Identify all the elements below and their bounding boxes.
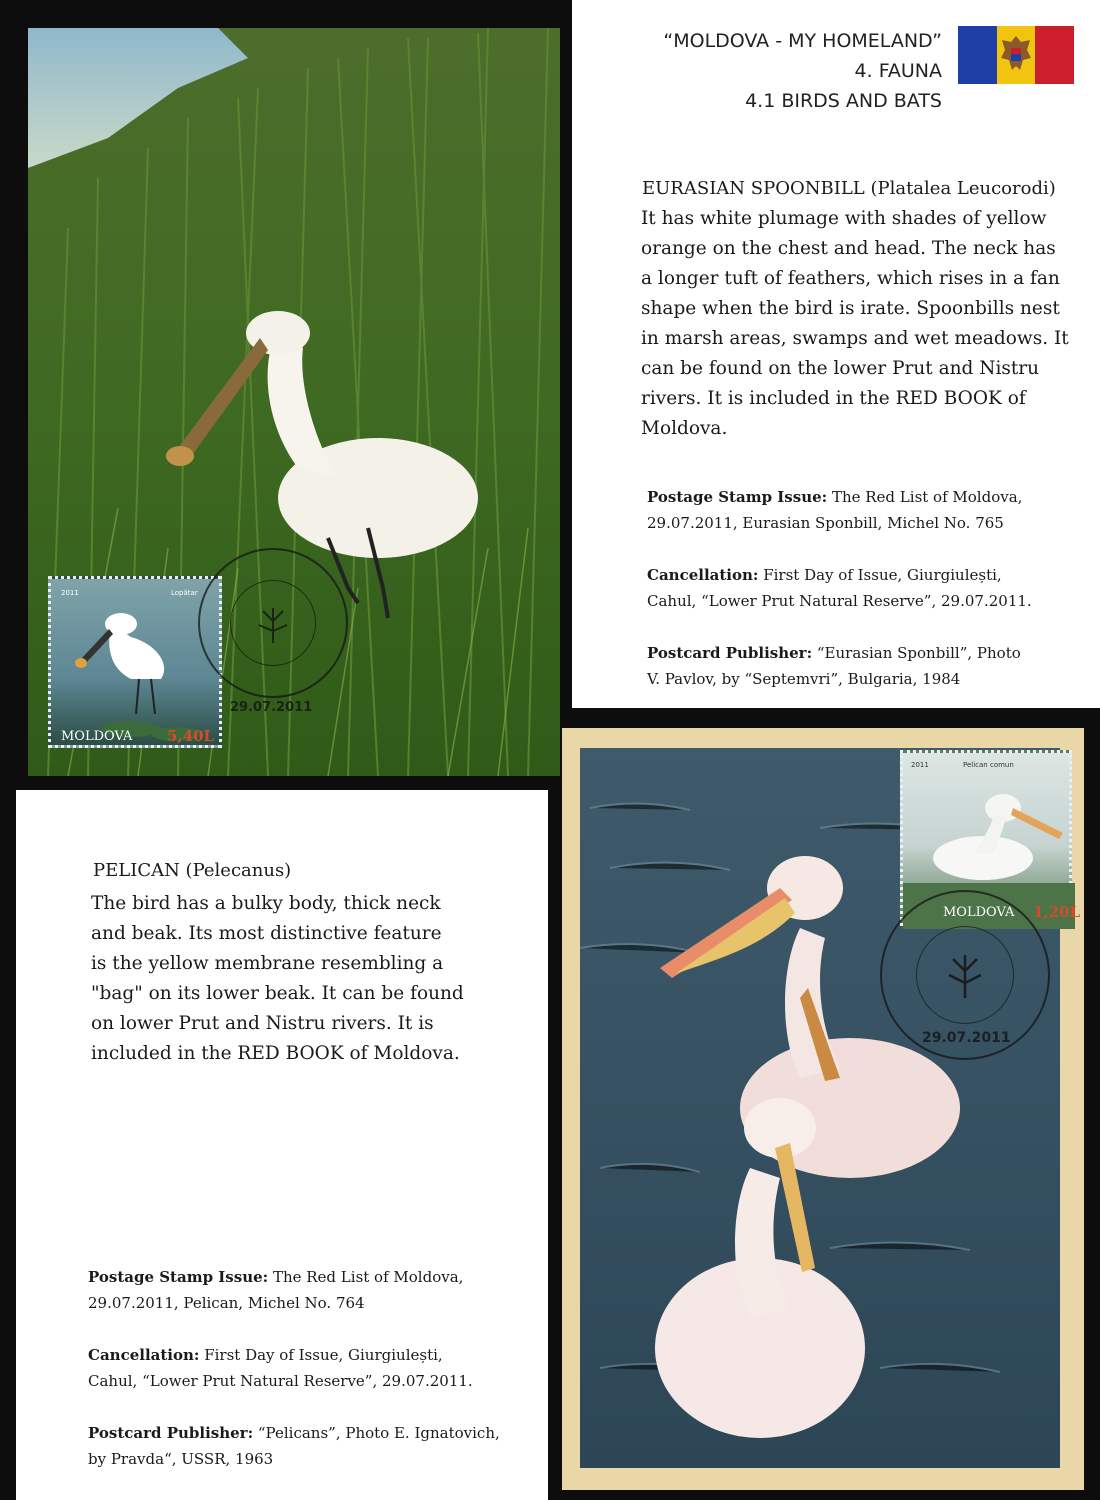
stamp-issue-value-2: 29.07.2011, Pelican, Michel No. 764 bbox=[88, 1294, 365, 1312]
publisher-value: “Pelicans”, Photo E. Ignatovich, bbox=[253, 1424, 500, 1442]
pelican-postcard bbox=[562, 728, 1084, 1490]
spoonbill-description bbox=[641, 204, 1081, 444]
stamp-year: 2011 bbox=[61, 589, 79, 597]
spoonbill-species-title: EURASIAN SPOONBILL (Platalea Leucorodi) bbox=[642, 178, 1056, 199]
description-line: It has white plumage with shades of yellow bbox=[641, 208, 1047, 229]
description-line: in marsh areas, swamps and wet meadows. It bbox=[641, 328, 1069, 349]
reed-emblem-icon bbox=[243, 593, 303, 653]
stamp-species-label: Pelican comun bbox=[963, 761, 1014, 769]
pelican-publisher bbox=[88, 1420, 528, 1472]
description-line: and beak. Its most distinctive feature bbox=[91, 923, 442, 944]
pelican-description bbox=[91, 889, 531, 1069]
section-title: 4. FAUNA bbox=[854, 60, 942, 82]
description-line: shape when the bird is irate. Spoonbills nest bbox=[641, 298, 1060, 319]
description-line: included in the RED BOOK of Moldova. bbox=[91, 1043, 460, 1064]
spoonbill-cancellation bbox=[647, 562, 1087, 614]
description-line: Moldova. bbox=[641, 418, 728, 439]
stamp-issue-value: The Red List of Moldova, bbox=[268, 1268, 464, 1286]
cancellation-value-2: Cahul, “Lower Prut Natural Reserve”, 29.07.2011. bbox=[647, 592, 1032, 610]
description-line: can be found on the lower Prut and Nistru bbox=[641, 358, 1040, 379]
publisher-label: Postcard Publisher: bbox=[647, 644, 813, 662]
pelican-species-title: PELICAN (Pelecanus) bbox=[93, 860, 292, 881]
description-line: The bird has a bulky body, thick neck bbox=[91, 893, 441, 914]
pelican-stamp-issue bbox=[88, 1264, 528, 1316]
cancellation-value: First Day of Issue, Giurgiulești, bbox=[199, 1346, 443, 1364]
cancellation-value-2: Cahul, “Lower Prut Natural Reserve”, 29.07.2011. bbox=[88, 1372, 473, 1390]
stamp-issue-value: The Red List of Moldova, bbox=[827, 488, 1023, 506]
spoonbill-postage-stamp bbox=[48, 576, 222, 748]
subsection-title: 4.1 BIRDS AND BATS bbox=[745, 90, 942, 112]
description-line: rivers. It is included in the RED BOOK of bbox=[641, 388, 1026, 409]
exhibit-title: “MOLDOVA - MY HOMELAND” bbox=[663, 30, 942, 52]
spoonbill-postcard bbox=[28, 28, 560, 776]
album-background-strip bbox=[0, 0, 16, 1500]
pelican-cancellation-postmark bbox=[880, 890, 1050, 1060]
publisher-value-2: V. Pavlov, by “Septemvri”, Bulgaria, 1984 bbox=[647, 670, 961, 688]
spoonbill-stamp-issue bbox=[647, 484, 1087, 536]
description-line: on lower Prut and Nistru rivers. It is bbox=[91, 1013, 434, 1034]
stamp-species-label: Lopătar bbox=[171, 589, 198, 597]
flag-red-stripe bbox=[1035, 26, 1074, 84]
stamp-country: MOLDOVA bbox=[61, 729, 133, 744]
stamp-value: 1,20L bbox=[1033, 903, 1081, 921]
stamp-issue-value-2: 29.07.2011, Eurasian Sponbill, Michel No. 765 bbox=[647, 514, 1004, 532]
spoonbill-stamp-image bbox=[51, 579, 225, 751]
spoonbill-publisher bbox=[647, 640, 1087, 692]
publisher-label: Postcard Publisher: bbox=[88, 1424, 254, 1442]
stamp-issue-label: Postage Stamp Issue: bbox=[88, 1268, 269, 1286]
stamp-value: 5,40L bbox=[167, 727, 215, 745]
description-line: "bag" on its lower beak. It can be found bbox=[91, 983, 464, 1004]
pelican-cancellation bbox=[88, 1342, 528, 1394]
publisher-value-2: by Pravda“, USSR, 1963 bbox=[88, 1450, 274, 1468]
description-line: is the yellow membrane resembling a bbox=[91, 953, 444, 974]
stamp-issue-label: Postage Stamp Issue: bbox=[647, 488, 828, 506]
moldova-flag bbox=[958, 26, 1074, 84]
postmark-date: 29.07.2011 bbox=[230, 700, 313, 715]
flag-yellow-stripe bbox=[997, 26, 1036, 84]
postmark-date: 29.07.2011 bbox=[922, 1030, 1011, 1046]
spoonbill-cancellation-postmark bbox=[198, 548, 348, 715]
cancellation-value: First Day of Issue, Giurgiulești, bbox=[758, 566, 1002, 584]
publisher-value: “Eurasian Sponbill”, Photo bbox=[812, 644, 1021, 662]
description-line: a longer tuft of feathers, which rises in a fan bbox=[641, 268, 1060, 289]
description-line: orange on the chest and head. The neck has bbox=[641, 238, 1056, 259]
reed-emblem-icon bbox=[933, 943, 997, 1007]
moldova-coat-of-arms-icon bbox=[997, 32, 1035, 78]
stamp-country: MOLDOVA bbox=[943, 905, 1015, 920]
cancellation-label: Cancellation: bbox=[88, 1346, 200, 1364]
stamp-year: 2011 bbox=[911, 761, 929, 769]
flag-blue-stripe bbox=[958, 26, 997, 84]
cancellation-label: Cancellation: bbox=[647, 566, 759, 584]
